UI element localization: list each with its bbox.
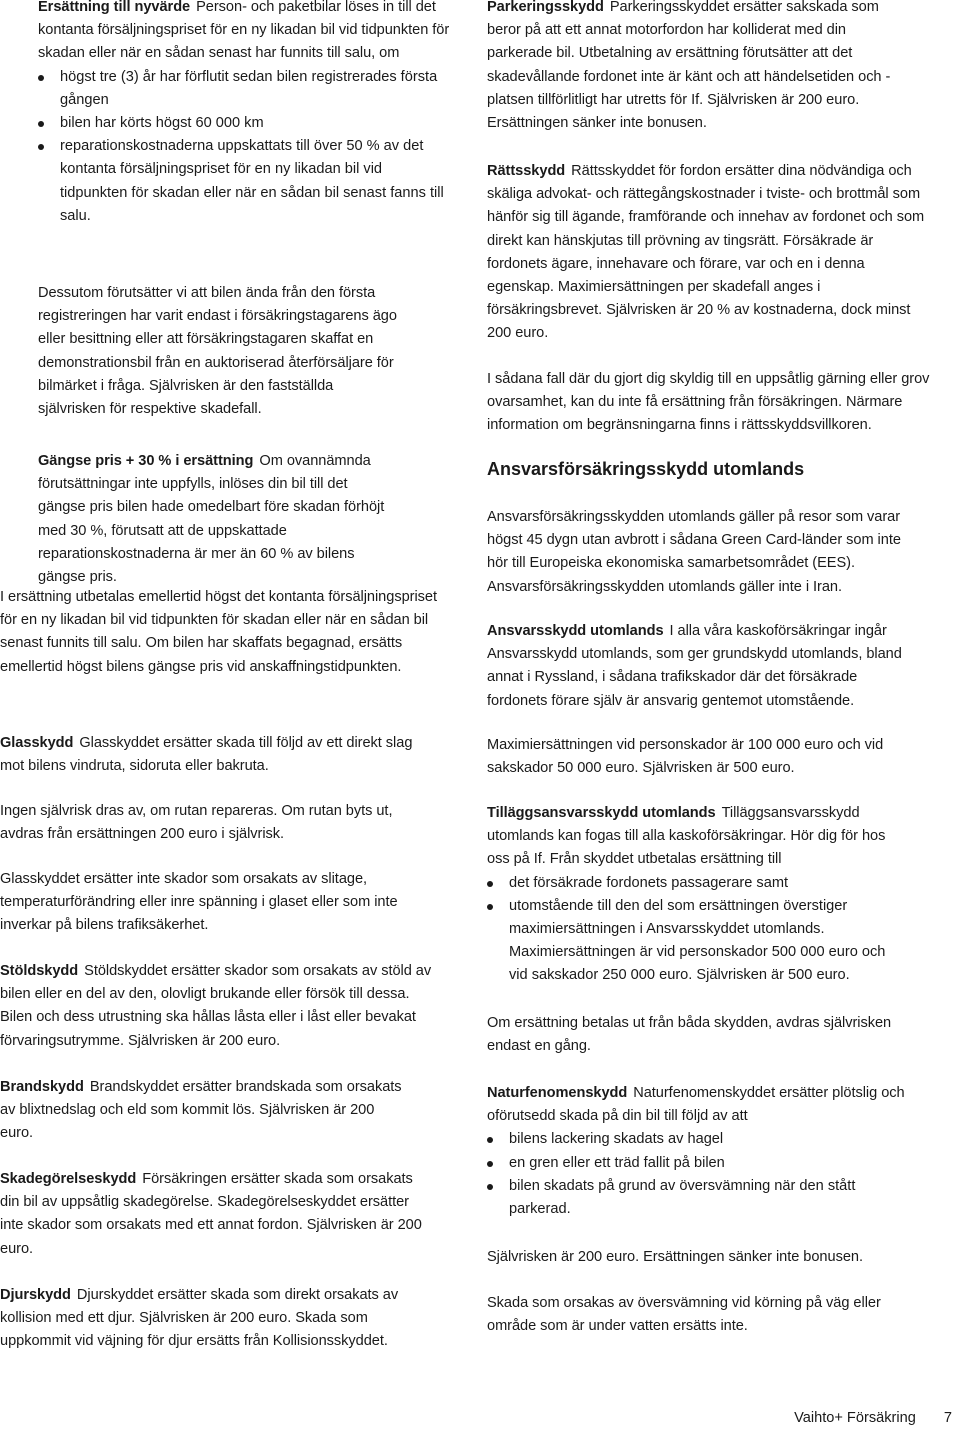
glasskydd-heading: Glasskydd [0, 735, 74, 751]
ersattning-paragraph: I ersättning utbetalas emellertid högst det kontanta försäljningspriset för en ny likadan bil vid tidpunkten för skadan eller när en sådan bil senast funnits till salu. Om bilen har skaffats begagnad, ersätts emellertid högst bilens gängse pris vid anskaffningstidpunkten. [0, 589, 437, 675]
section-title: Ansvarsförsäkringsskydd utomlands [487, 459, 805, 479]
stoldskydd-paragraph: Stöldskydd Stöldskyddet ersätter skador som orsakats av stöld av bilen eller en del av den, olovligt brukande eller försök till dessa. Bilen och dess utrustning ska hållas låsta eller i låst eller bevakat förvaringsutrymme. Självrisken är 200 euro. [0, 963, 432, 1049]
bullet-icon [38, 75, 44, 81]
bada-skydden-paragraph: Om ersättning betalas ut från båda skydden, avdras självrisken endast en gång. [487, 1015, 892, 1055]
glasskydd-paragraph: Glasskydd Glasskyddet ersätter skada till följd av ett direkt slag mot bilens vindruta, sidoruta eller bakruta. [0, 735, 413, 775]
list-item: bilens lackering skadats av hagel [487, 1128, 907, 1151]
tillagg-list [487, 872, 907, 988]
maximiersattning-paragraph: Maximiersättningen vid personskador är 100 000 euro och vid sakskador 50 000 euro. Självrisken är 500 euro. [487, 737, 884, 777]
dessutom-paragraph: Dessutom förutsätter vi att bilen ända från den första registreringen har varit endast i försäkringstagarens ägo eller besittning eller att försäkringstagaren skaffat en demonstrationsbil från en auktoriserad återförsäljare för bilmärket i fråga. Självrisken är den fastställda självrisken för respektive skadefall. [38, 285, 397, 418]
rattsskydd-heading: Rättsskydd [487, 163, 566, 179]
bullet-icon [487, 1137, 493, 1143]
sjalvrisk-natur-paragraph: Självrisken är 200 euro. Ersättningen sänker inte bonusen. [487, 1249, 863, 1265]
skadegorelseskydd-heading: Skadegörelseskydd [0, 1171, 137, 1187]
bullet-icon [38, 121, 44, 127]
tillaggsansvarsskydd-block [487, 802, 907, 988]
tillaggsansvarsskydd-paragraph: Tilläggsansvarsskydd utomlands Tilläggsansvarsskydd utomlands kan fogas till alla kaskoförsäkringar. Hör dig för hos oss på If. Från skyddet utbetalas ersättning till [487, 805, 886, 868]
footer-brand: Vaihto+ Försäkring [794, 1410, 916, 1426]
list-item: utomstående till den del som ersättningen överstiger maximiersättningen i Ansvarsskyddet utomlands. Maximiersättningen är vid personskador 500 000 euro och vid sakskador 250 000 euro. Självrisken är 500 euro. [487, 895, 907, 988]
nyvarde-heading: Ersättning till nyvärde [38, 0, 191, 15]
uppsatlig-paragraph: I sådana fall där du gjort dig skyldig till en uppsåtlig gärning eller grov ovarsamhet, kan du inte få ersättning från försäkringen. Närmare information om begränsningarna finns i rättsskyddsvillkoren. [487, 371, 930, 434]
rattsskydd-paragraph: Rättsskydd Rättsskyddet för fordon ersätter dina nödvändiga och skäliga advokat- och rättegångskostnader i tviste- och brottmål som hänför sig till ägande, framförande och innehav av fordonet och som direkt kan hänskjutas till prövning av tingsrätt. Försäkrade är fordonets ägare, innehavare och förare, var och en i denna egenskap. Maximiersättningen per skadefall anges i försäkringsbrevet. Självrisken är 20 % av kostnaderna, dock minst 200 euro. [487, 163, 925, 342]
djurskydd-paragraph: Djurskydd Djurskyddet ersätter skada som direkt orsakats av kollision med ett djur. Självrisken är 200 euro. Skada som uppkommit vid väjning för djur ersätts från Kollisionsskyddet. [0, 1287, 399, 1350]
list-item: en gren eller ett träd fallit på bilen [487, 1152, 907, 1175]
bullet-icon [38, 144, 44, 150]
ansvarsskydd-paragraph: Ansvarsskydd utomlands I alla våra kaskoförsäkringar ingår Ansvarsskydd utomlands, som ger grundskydd utomlands, bland annat i Ryssland, i sådana trafikskador där det försäkrade fordonets förare själv är ansvarig gentemot utomstående. [487, 623, 902, 709]
gangse-paragraph: Gängse pris + 30 % i ersättning Om ovannämnda förutsättningar inte uppfylls, inlöses din bil till det gängse pris bilen hade omedelbart före skadan förhöjt med 30 %, förutsatt att de uppskattade reparationskostnaderna är mer än 60 % av bilens gängse pris. [38, 453, 385, 586]
list-item: bilen skadats på grund av översvämning när den stått parkerad. [487, 1175, 907, 1221]
bullet-icon [487, 904, 493, 910]
parkeringsskydd-heading: Parkeringsskydd [487, 0, 604, 15]
gangse-heading: Gängse pris + 30 % i ersättning [38, 453, 254, 469]
ansvarsforsakring-paragraph: Ansvarsförsäkringsskydden utomlands gäller på resor som varar högst 45 dygn utan avbrott i sådana Green Card-länder som inte hör till Europeiska ekonomiska samarbetsområdet (EES). Ansvarsförsäkringsskydden utomlands gäller inte i Iran. [487, 509, 901, 595]
oversvamning-paragraph: Skada som orsakas av översvämning vid körning på väg eller område som är under vatten ersätts inte. [487, 1295, 881, 1335]
parkeringsskydd-paragraph: Parkeringsskydd Parkeringsskyddet ersätter sakskada som beror på att ett annat motorfordon har kolliderat med din parkerade bil. Utbetalning av ersättning förutsätter att det skadevållande fordonet inte är känt och att händelsetiden och -platsen tillförlitligt har utretts för If. Självrisken är 200 euro. Ersättningen sänker inte bonusen. [487, 0, 891, 132]
stoldskydd-heading: Stöldskydd [0, 963, 79, 979]
list-item: det försäkrade fordonets passagerare samt [487, 872, 907, 895]
sjalvrisk-glas-paragraph: Ingen självrisk dras av, om rutan repareras. Om rutan byts ut, avdras från ersättningen 200 euro i självrisk. [0, 803, 393, 843]
nyvarde-paragraph [38, 0, 450, 66]
skadegorelseskydd-paragraph: Skadegörelseskydd Försäkringen ersätter skada som orsakats din bil av uppsåtlig skadegörelse. Skadegörelseskyddet ersätter inte skador som orsakats med ett annat fordon. Självrisken är 200 euro. [0, 1171, 422, 1257]
list-item: reparationskostnaderna uppskattats till över 50 % av det kontanta försäljningspriset för en ny likadan bil vid tidpunkten för skadan eller när en sådan bil senast fanns till salu. [38, 135, 450, 228]
bullet-icon [487, 1184, 493, 1190]
naturfenomenskydd-block [487, 1082, 907, 1221]
brandskydd-paragraph: Brandskydd Brandskyddet ersätter brandskada som orsakats av blixtnedslag och eld som kommit lös. Självrisken är 200 euro. [0, 1079, 402, 1142]
bullet-icon [487, 881, 493, 887]
naturfenomenskydd-paragraph: Naturfenomenskydd Naturfenomenskyddet ersätter plötslig och oförutsedd skada på din bil till följd av att [487, 1085, 905, 1125]
nyvarde-text: Person- och paketbilar löses in till det kontanta försäljningspriset för en ny likadan bil vid tidpunkten för skadan eller när en sådan senast har funnits till salu, om [38, 0, 450, 62]
nyvarde-list [38, 66, 450, 228]
ansvarsskydd-heading: Ansvarsskydd utomlands [487, 623, 664, 639]
glasskydd-undantag-paragraph: Glasskyddet ersätter inte skador som orsakats av slitage, temperaturförändring eller inre spänning i glaset eller som inte inverkar på bilens trafiksäkerhet. [0, 871, 398, 934]
djurskydd-heading: Djurskydd [0, 1287, 71, 1303]
block-nyvarde [0, 0, 450, 228]
tillaggsansvarsskydd-heading: Tilläggsansvarsskydd utomlands [487, 805, 716, 821]
naturfenomen-list [487, 1128, 907, 1221]
list-item: bilen har körts högst 60 000 km [38, 112, 450, 135]
list-item: högst tre (3) år har förflutit sedan bilen registrerades första gången [38, 66, 450, 112]
brandskydd-heading: Brandskydd [0, 1079, 84, 1095]
naturfenomenskydd-heading: Naturfenomenskydd [487, 1085, 628, 1101]
page-footer [794, 1410, 952, 1426]
bullet-icon [487, 1161, 493, 1167]
page-number: 7 [943, 1410, 952, 1426]
